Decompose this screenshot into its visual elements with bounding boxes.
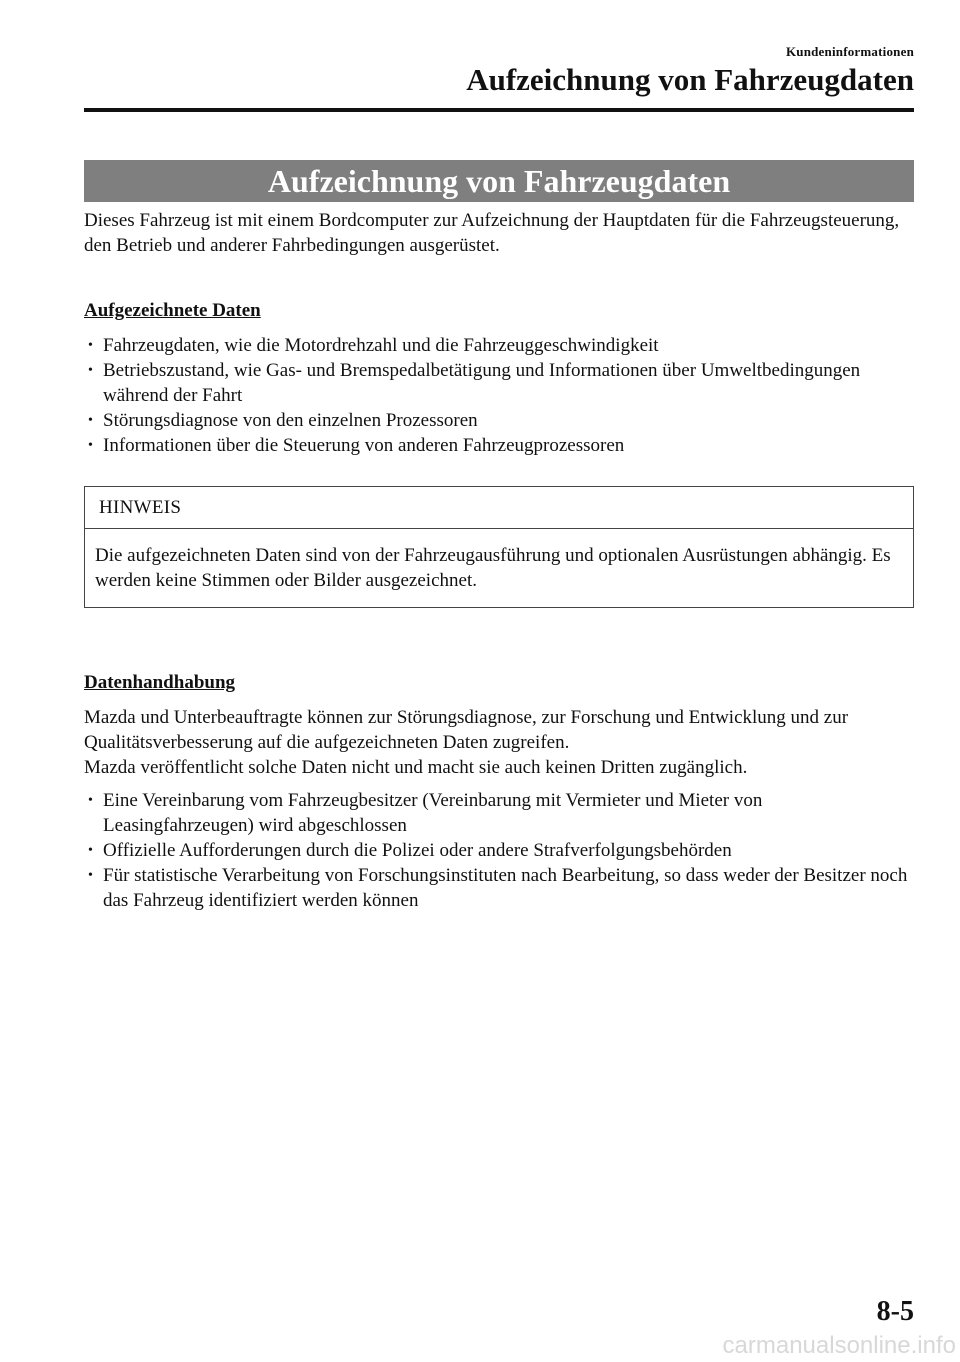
- list-item: • Eine Vereinbarung vom Fahrzeugbesitzer (Vereinbarung mit Vermieter und Mieter von Leasingfahrzeugen) wird abgeschlossen: [88, 788, 914, 838]
- watermark-text: carmanualsonline.info: [722, 1332, 956, 1359]
- recorded-data-heading: Aufgezeichnete Daten: [84, 300, 261, 321]
- recorded-data-list: [84, 333, 914, 458]
- data-handling-heading: Datenhandhabung: [84, 672, 236, 693]
- note-body: Die aufgezeichneten Daten sind von der Fahrzeugausführung und optionalen Ausrüstungen abhängig. Es werden keine Stimmen oder Bilder ausgezeichnet.: [95, 545, 891, 591]
- list-item: • Für statistische Verarbeitung von Forschungsinstituten nach Bearbeitung, so dass weder der Besitzer noch das Fahrzeug identifiziert werden können: [88, 863, 914, 913]
- list-item: • Störungsdiagnose von den einzelnen Prozessoren: [88, 408, 914, 433]
- section-title-banner: Aufzeichnung von Fahrzeugdaten: [84, 160, 914, 202]
- list-item: • Betriebszustand, wie Gas- und Bremspedalbetätigung und Informationen über Umweltbedingungen während der Fahrt: [88, 358, 914, 408]
- header-rule: [84, 108, 914, 112]
- note-title: HINWEIS: [85, 487, 913, 529]
- page-content: [84, 208, 914, 913]
- intro-paragraph: Dieses Fahrzeug ist mit einem Bordcomputer zur Aufzeichnung der Hauptdaten für die Fahrzeugsteuerung, den Betrieb und anderer Fahrbedingungen ausgerüstet.: [84, 210, 900, 256]
- list-item: • Informationen über die Steuerung von anderen Fahrzeugprozessoren: [88, 433, 914, 458]
- chapter-label: Kundeninformationen: [785, 44, 914, 59]
- handling-conditions-list: [84, 788, 914, 913]
- handling-paragraph: Mazda und Unterbeauftragte können zur Störungsdiagnose, zur Forschung und Entwicklung und zur Qualitätsverbesserung auf die aufgezeichneten Daten zugreifen.: [84, 707, 849, 753]
- list-item: • Offizielle Aufforderungen durch die Polizei oder andere Strafverfolgungsbehörden: [88, 838, 914, 863]
- page-topic-title: Aufzeichnung von Fahrzeugdaten: [466, 62, 914, 97]
- handling-paragraph: Mazda veröffentlicht solche Daten nicht und macht sie auch keinen Dritten zugänglich.: [84, 757, 748, 778]
- note-box: [84, 486, 914, 608]
- page-number: 8-5: [876, 1296, 914, 1327]
- running-header: [466, 44, 914, 98]
- list-item: • Fahrzeugdaten, wie die Motordrehzahl und die Fahrzeuggeschwindigkeit: [88, 333, 914, 358]
